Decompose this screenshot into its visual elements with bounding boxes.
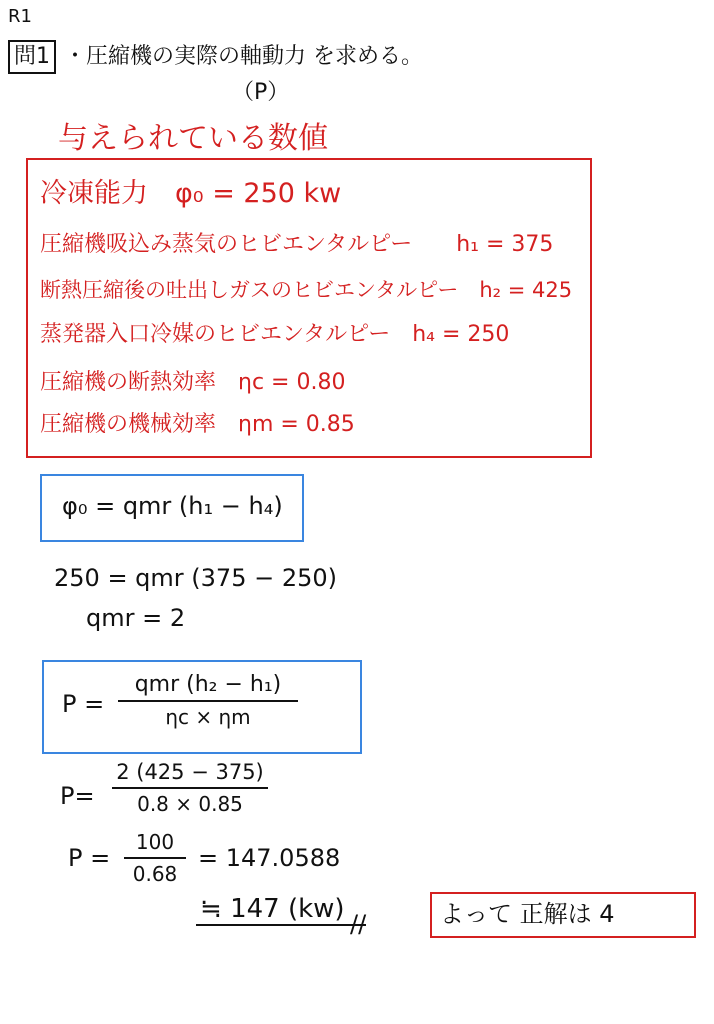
calc1-lhs: P= [60, 782, 95, 810]
approx-result: ≒ 147 (kw) [200, 894, 345, 924]
calc-step-mass-flow-result: qmr = 2 [86, 604, 186, 632]
question-number: 問1 [8, 40, 56, 74]
answer-text: よって 正解は 4 [440, 900, 615, 928]
calc2-fraction [124, 830, 186, 886]
given-item-adiabatic-efficiency: 圧縮機の断熱効率 ηc = 0.80 [40, 370, 346, 395]
problem-statement: ・圧縮機の実際の軸動力 を求める。 [64, 44, 423, 69]
given-item-refrigerating-capacity: 冷凍能力 φ₀ = 250 kw [40, 178, 342, 209]
formula-refrigerating-capacity: φ₀ = qmr (h₁ − h₄) [62, 492, 283, 520]
calc2-numerator: 100 [135, 830, 175, 854]
formula-shaft-power-numerator: qmr (h₂ − h₁) [134, 672, 282, 697]
calc-step-mass-flow: 250 = qmr (375 − 250) [54, 564, 337, 592]
result-underline [196, 924, 366, 926]
fraction-bar [112, 787, 268, 789]
fraction-bar [118, 700, 298, 702]
formula-shaft-power-lhs: P = [62, 690, 105, 718]
year-label: R1 [8, 6, 32, 27]
target-symbol: （P） [232, 80, 290, 105]
formula-shaft-power-fraction [118, 672, 298, 729]
formula-shaft-power-denominator: ηc × ηm [165, 705, 251, 729]
given-item-h2: 断熱圧縮後の吐出しガスのヒビエンタルピー h₂ = 425 [40, 278, 573, 302]
calc2-denominator: 0.68 [132, 862, 178, 886]
given-item-h4: 蒸発器入口冷媒のヒビエンタルピー h₄ = 250 [40, 322, 510, 347]
end-mark: // [350, 910, 367, 938]
calc1-numerator: 2 (425 − 375) [116, 760, 264, 784]
calc2-lhs: P = [68, 844, 111, 872]
calc1-fraction [112, 760, 268, 816]
given-title: 与えられている数値 [58, 121, 328, 156]
fraction-bar [124, 857, 186, 859]
calc1-denominator: 0.8 × 0.85 [137, 792, 243, 816]
calc2-result: = 147.0588 [198, 844, 341, 872]
given-item-h1: 圧縮機吸込み蒸気のヒビエンタルピー h₁ = 375 [40, 232, 554, 257]
given-item-mechanical-efficiency: 圧縮機の機械効率 ηm = 0.85 [40, 412, 355, 437]
